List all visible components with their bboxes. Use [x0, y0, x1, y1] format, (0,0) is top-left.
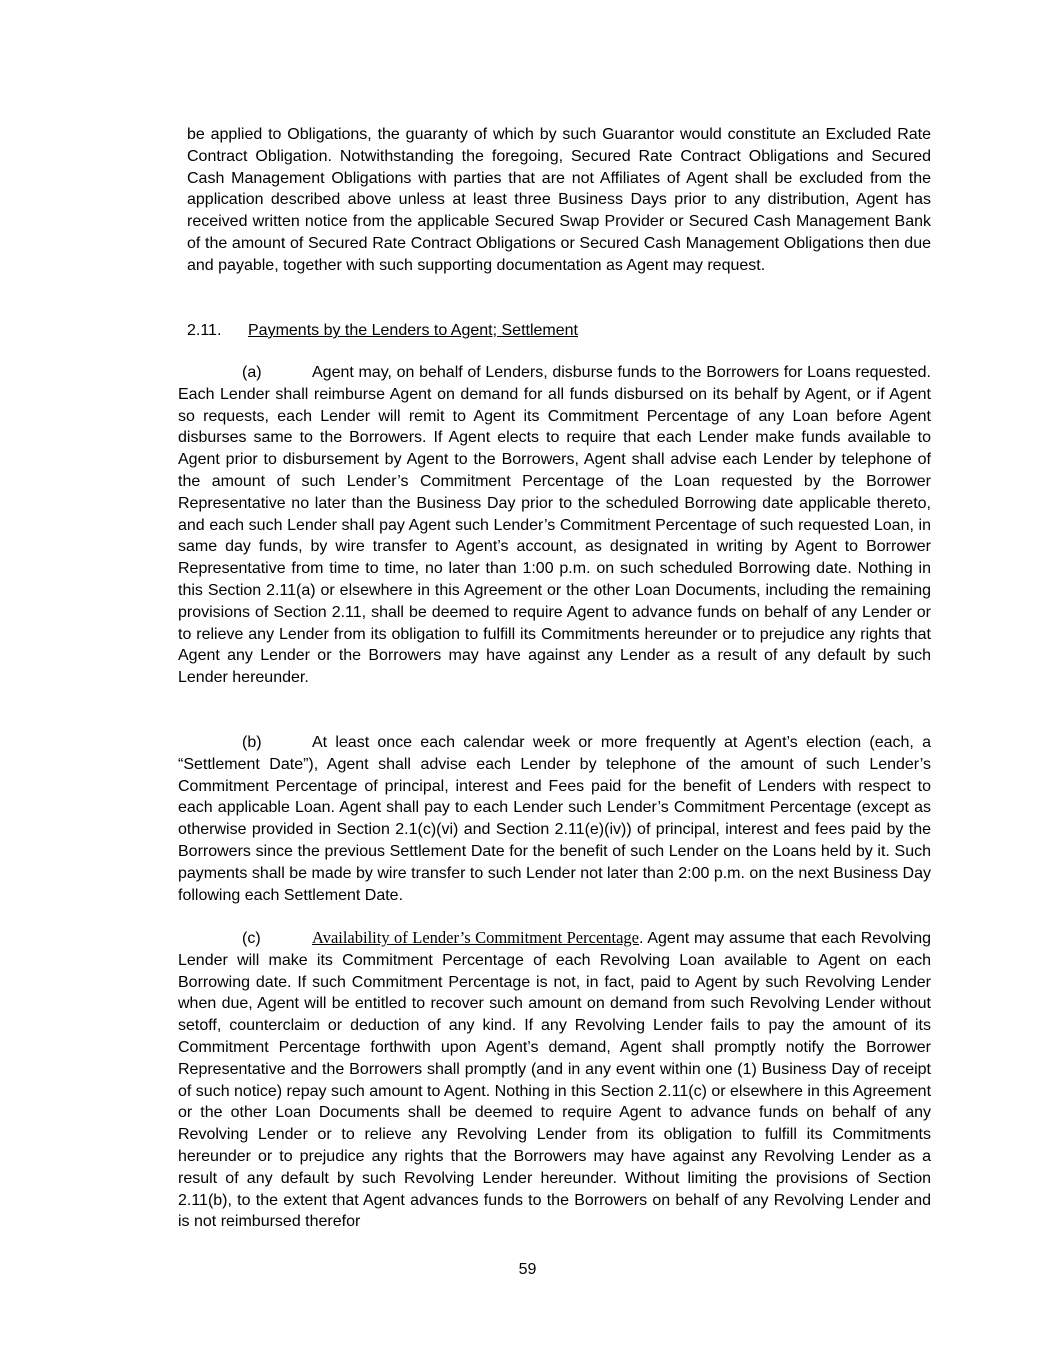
subsection-b-text: At least once each calendar week or more frequently at Agent’s election (each, a “Settlement Date”), Agent shall advise each Lender by telephone of the amount of such Lender’s Commitment Percentage of principal, interest and Fees paid for the benefit of Lenders with respect to each applicable Loan. Agent shall pay to each Lender such Lender’s Commitment Percentage (except as otherwise provided in Section 2.1(c)(vi) and Section 2.11(e)(iv)) of principal, interest and fees paid by the Borrowers since the previous Settlement Date for the benefit of such Lender on the Loans held by it. Such payments shall be made by wire transfer to such Lender not later than 2:00 p.m. on the next Business Day following each Settlement Date.	[178, 734, 931, 904]
subsection-c-heading: Availability of Lender’s Commitment Percentage	[312, 928, 640, 947]
intro-paragraph: be applied to Obligations, the guaranty of which by such Guarantor would constitute an Excluded Rate Contract Obligation. Notwithstanding the foregoing, Secured Rate Contract Obligations and Secured Cash Management Obligations with parties that are not Affiliates of Agent shall be excluded from the application described above unless at least three Business Days prior to any distribution, Agent has received written notice from the applicable Secured Swap Provider or Secured Cash Management Bank of the amount of Secured Rate Contract Obligations or Secured Cash Management Obligations then due and payable, together with such supporting documentation as Agent may request.	[187, 126, 931, 274]
subsection-b-marker: (b)	[242, 734, 262, 751]
page-number: 59	[518, 1261, 537, 1278]
section-number: 2.11.	[187, 322, 222, 339]
subsection-b	[178, 732, 931, 906]
subsection-c-marker: (c)	[242, 930, 261, 947]
section-heading	[187, 320, 578, 342]
subsection-a	[178, 362, 931, 689]
subsection-c-text: . Agent may assume that each Revolving Lender will make its Commitment Percentage of each Revolving Loan available to Agent on each Borrowing date. If such Commitment Percentage is not, in fact, paid to Agent by such Revolving Lender when due, Agent will be entitled to recover such amount on demand from such Revolving Lender without setoff, counterclaim or deduction of any kind. If any Revolving Lender fails to pay the amount of its Commitment Percentage forthwith upon Agent’s demand, Agent shall promptly notify the Borrower Representative and the Borrowers shall promptly (and in any event within one (1) Business Day of receipt of such notice) repay such amount to Agent. Nothing in this Section 2.11(c) or elsewhere in this Agreement or the other Loan Documents shall be deemed to require Agent to advance funds on behalf of any Revolving Lender or to relieve any Revolving Lender from its obligation to fulfill its Commitments hereunder or to prejudice any rights that the Borrowers may have against any Revolving Lender as a result of any default by such Revolving Lender hereunder. Without limiting the provisions of Section 2.11(b), to the extent that Agent advances funds to the Borrowers on behalf of any Revolving Lender and is not reimbursed therefor	[178, 930, 932, 1231]
subsection-a-marker: (a)	[242, 364, 262, 381]
subsection-a-text: Agent may, on behalf of Lenders, disburse funds to the Borrowers for Loans requested. Each Lender shall reimburse Agent on demand for all funds disbursed on its behalf by Agent, or if Agent so requests, each Lender will remit to Agent its Commitment Percentage of any Loan before Agent disburses same to the Borrowers. If Agent elects to require that each Lender make funds available to Agent prior to disbursement by Agent to the Borrowers, Agent shall advise each Lender by telephone of the amount of such Lender’s Commitment Percentage of the Loan requested by the Borrower Representative no later than the Business Day prior to the scheduled Borrowing date applicable thereto, and each such Lender shall pay Agent such Lender’s Commitment Percentage of such requested Loan, in same day funds, by wire transfer to Agent’s account, as designated in writing by Agent to Borrower Representative from time to time, no later than 1:00 p.m. on such scheduled Borrowing date. Nothing in this Section 2.11(a) or elsewhere in this Agreement or the other Loan Documents, including the remaining provisions of Section 2.11, shall be deemed to require Agent to advance funds on behalf of any Lender or to relieve any Lender from its obligation to fulfill its Commitments hereunder or to prejudice any rights that Agent any Lender or the Borrowers may have against any Lender as a result of any default by such Lender hereunder.	[178, 364, 931, 687]
subsection-c	[178, 927, 931, 1233]
section-title: Payments by the Lenders to Agent; Settlement	[248, 322, 578, 339]
